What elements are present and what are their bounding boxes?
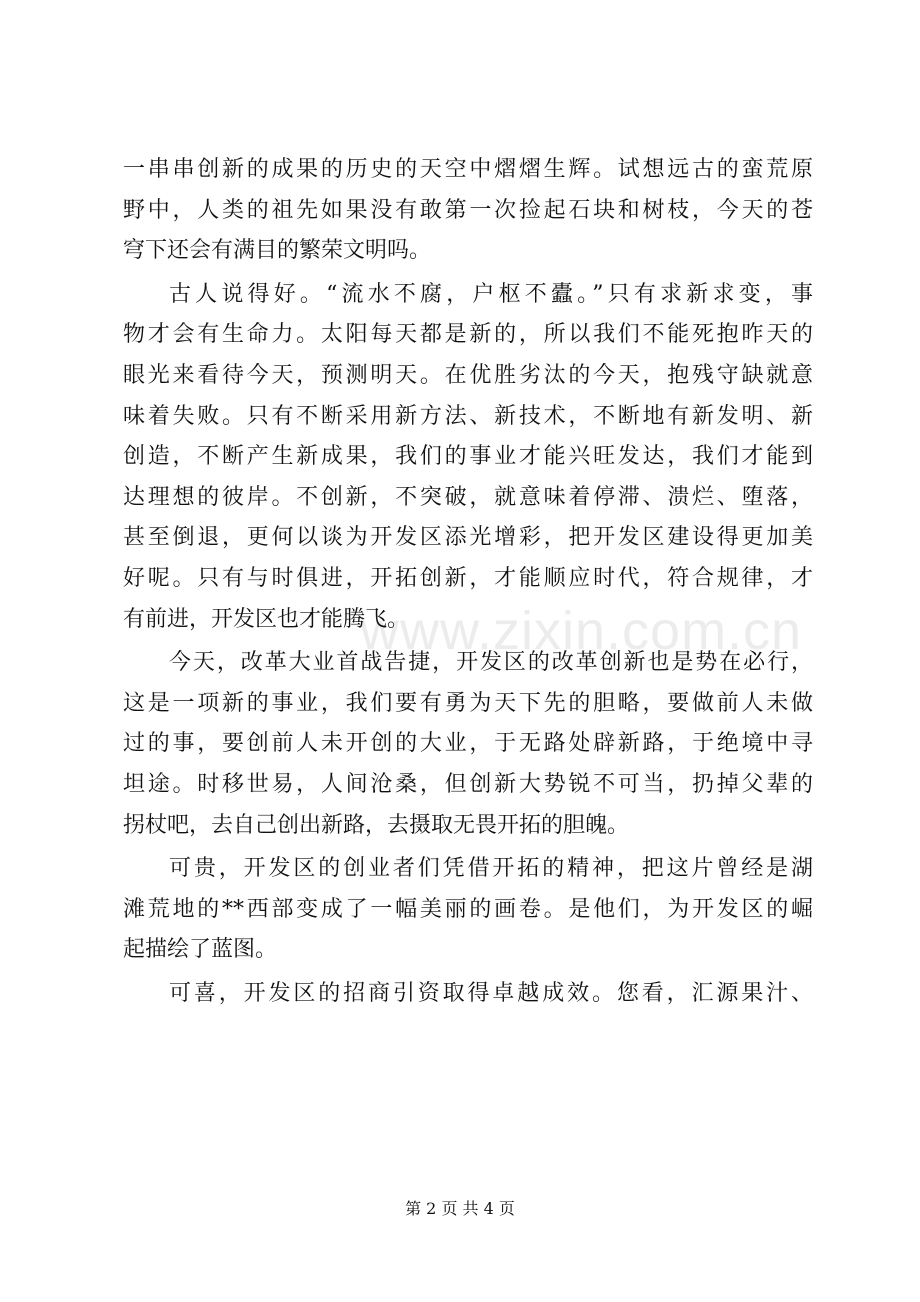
text-line: 滩荒地的**西部变成了一幅美丽的画卷。是他们，为开发区的崛 [123,896,813,922]
text-line: 味着失败。只有不断采用新方法、新技术，不断地有新发明、新 [123,403,813,429]
text-line: 今天，改革大业首战告捷，开发区的改革创新也是势在必行， [169,650,813,676]
paragraph-3 [123,643,813,846]
paragraph-2 [123,275,813,640]
text-line: 穹下还会有满目的繁荣文明吗。 [123,238,432,264]
text-line: 好呢。只有与时俱进，开拓创新，才能顺应时代，符合规律，才 [123,565,813,591]
text-line: 拐杖吧，去自己创出新路，去摄取无畏开拓的胆魄。 [123,812,630,838]
text-line: 一串串创新的成果的历史的天空中熠熠生辉。试想远古的蛮荒原 [123,157,813,182]
text-line: 达理想的彼岸。不创新，不突破，就意味着停滞、溃烂、堕落， [123,484,813,510]
paragraph-4 [123,849,813,971]
paragraph-5 [123,974,813,1015]
watermark: www.zixin.com.cn [360,601,803,661]
text-line: 这是一项新的事业，我们要有勇为天下先的胆略，要做前人未做 [123,690,813,716]
text-line: 可喜，开发区的招商引资取得卓越成效。您看，汇源果汁、 [169,980,813,1006]
text-line: 过的事，要创前人未开创的大业，于无路处辟新路，于绝境中寻 [123,731,813,757]
text-line: 甚至倒退，更何以谈为开发区添光增彩，把开发区建设得更加美 [123,525,813,551]
text-line: 野中，人类的祖先如果没有敢第一次捡起石块和树枝，今天的苍 [123,197,813,223]
paragraph-1 [123,150,813,272]
document-body [123,150,813,1014]
text-line: 可贵，开发区的创业者们凭借开拓的精神，把这片曾经是湖 [169,856,813,882]
text-line: 起描绘了蓝图。 [123,937,278,963]
text-line: 有前进，开发区也才能腾飞。 [123,606,410,632]
text-line: 坦途。时移世易，人间沧桑，但创新大势锐不可当，扔掉父辈的 [123,771,813,797]
text-line: 古人说得好。“流水不腐，户枢不蠹。”只有求新求变，事 [169,281,813,307]
page-number-label: 第 2 页 共 4 页 [405,1199,515,1218]
text-line: 创造，不断产生新成果，我们的事业才能兴旺发达，我们才能到 [123,444,813,470]
page-footer [0,1196,920,1219]
text-line: 眼光来看待今天，预测明天。在优胜劣汰的今天，抱残守缺就意 [123,362,813,388]
text-line: 物才会有生命力。太阳每天都是新的，所以我们不能死抱昨天的 [123,322,813,348]
